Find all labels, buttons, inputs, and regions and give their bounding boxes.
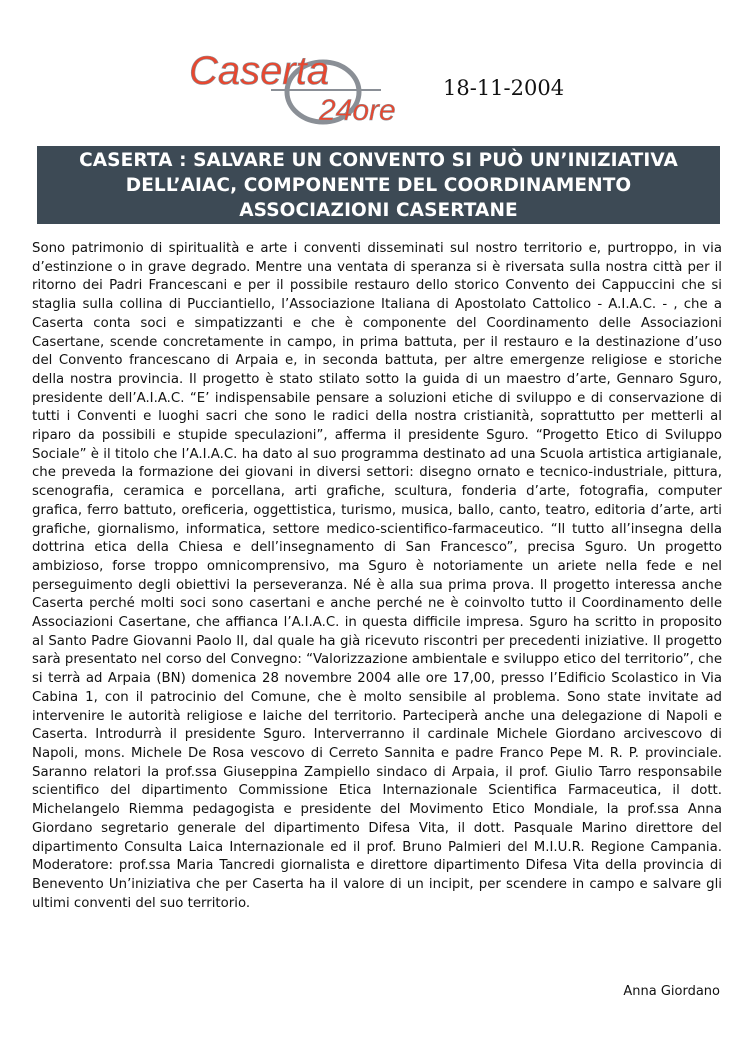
publication-date: 18-11-2004 [443, 76, 565, 100]
headline [37, 146, 720, 224]
headline-line-2: DELL’AIAC, COMPONENTE DEL COORDINAMENTO [125, 175, 632, 196]
headline-line-3: ASSOCIAZIONI CASERTANE [239, 200, 518, 221]
author-signature: Anna Giordano [623, 984, 720, 999]
logo-text-sub: 24ore [319, 94, 396, 127]
logo-text-main: Caserta [189, 49, 330, 93]
header [0, 0, 753, 140]
caserta24ore-logo [185, 44, 445, 130]
headline-line-1: CASERTA : SALVARE UN CONVENTO SI PUÒ UN’INIZIATIVA [79, 150, 678, 171]
article-body: Sono patrimonio di spiritualità e arte i conventi disseminati sul nostro territorio e, purtroppo, in via d’estinzione o in grave degrado. Mentre una ventata di speranza si è riversata sulla nostra città per il ritorno dei Padri Francescani e per il possibile restauro dello storico Convento dei Cappuccini che si staglia sulla collina di Pucciantiello, l’Associazione Italiana di Apostolato Cattolico - A.I.A.C. - , che a Caserta conta soci e simpatizzanti e che è componente del Coordinamento delle Associazioni Casertane, scende concretamente in campo, in prima battuta, per il restauro e la destinazione d’uso del Convento francescano di Arpaia e, in seconda battuta, per altre emergenze religiose e storiche della nostra provincia. Il progetto è stato stilato sotto la guida di un maestro d’arte, Gennaro Sguro, presidente dell’A.I.A.C. “E’ indispensabile pensare a soluzioni etiche di sviluppo e di conservazione di tutti i Conventi e luoghi sacri che sono le radici della nostra cristianità, soprattutto per metterli al riparo da possibili e stupide speculazioni”, afferma il presidente Sguro. “Progetto Etico di Sviluppo Sociale” è il titolo che l’A.I.A.C. ha dato al suo programma destinato ad una Scuola artistica artigianale, che preveda la formazione dei giovani in diversi settori: disegno ornato e tecnico-industriale, pittura, scenografia, ceramica e porcellana, arti grafiche, scultura, fonderia d’arte, fotografia, computer grafica, ferro battuto, oreficeria, oggettistica, turismo, musica, ballo, canto, teatro, editoria d’arte, arti grafiche, giornalismo, informatica, settore medico-scientifico-farmaceutico. “Il tutto all’insegna della dottrina etica della Chiesa e dell’insegnamento di San Francesco”, precisa Sguro. Un progetto ambizioso, forse troppo omnicomprensivo, ma Sguro è notoriamente un ariete nella fede e nel perseguimento degli obiettivi la perseveranza. Né è alla sua prima prova. Il progetto interessa anche Caserta perché molti soci sono casertani e anche perché ne è coinvolto tutto il Coordinamento delle Associazioni Casertane, che affianca l’A.I.A.C. in questa difficile impresa. Sguro ha scritto in proposito al Santo Padre Giovanni Paolo II, dal quale ha già ricevuto riscontri per precedenti iniziative. Il progetto sarà presentato nel corso del Convegno: “Valorizzazione ambientale e sviluppo etico del territorio”, che si terrà ad Arpaia (BN) domenica 28 novembre 2004 alle ore 17,00, presso l’Edificio Scolastico in Via Cabina 1, con il patrocinio del Comune, che è molto sensibile al problema. Sono state invitate ad intervenire le autorità religiose e laiche del territorio. Parteciperà anche una delegazione di Napoli e Caserta. Introdurrà il presidente Sguro. Interverranno il cardinale Michele Giordano arcivescovo di Napoli, mons. Michele De Rosa vescovo di Cerreto Sannita e padre Franco Pepe M. R. P. provinciale. Saranno relatori la prof.ssa Giuseppina Zampiello sindaco di Arpaia, il prof. Giulio Tarro responsabile scientifico del dipartimento Commissione Etica Internazionale Scientifica Farmaceutica, il dott. Michelangelo Riemma pedagogista e presidente del Movimento Etico Mondiale, la prof.ssa Anna Giordano segretario generale del dipartimento Difesa Vita, il dott. Pasquale Marino direttore del dipartimento Consulta Laica Internazionale ed il prof. Bruno Palmieri del M.I.U.R. Regione Campania. Moderatore: prof.ssa Maria Tancredi giornalista e direttore dipartimento Difesa Vita della provincia di Benevento Un’iniziativa che per Caserta ha il valore di un incipit, per scendere in campo e salvare gli ultimi conventi del suo territorio. [32, 241, 723, 911]
